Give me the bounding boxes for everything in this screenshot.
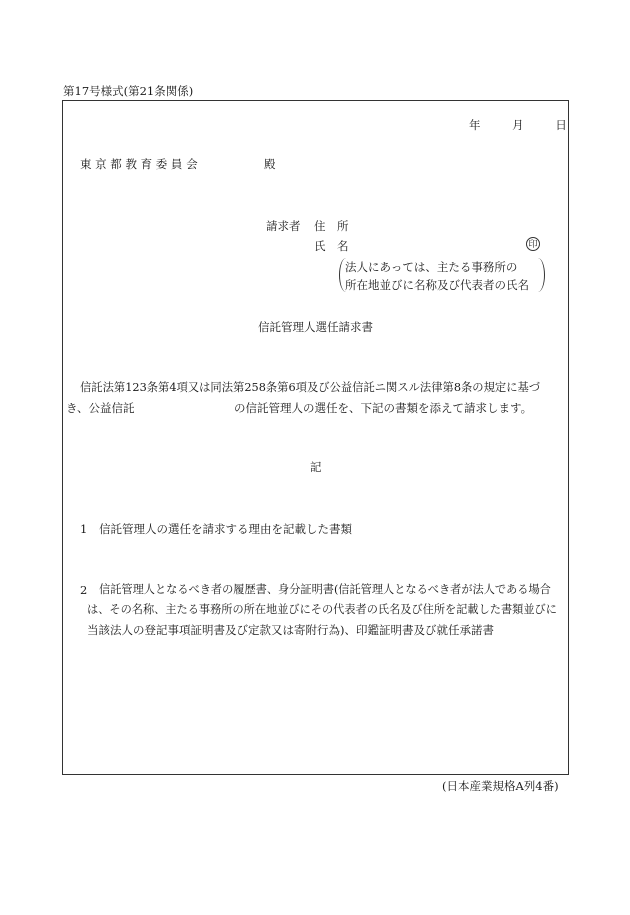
corporation-note-line-2: 所在地並びに名称及び代表者の氏名 [345, 278, 529, 292]
item-2-text-line-3: 当該法人の登記事項証明書及び定款又は寄附行為)、印鑑証明書及び就任承諾書 [87, 623, 494, 637]
date-day-label: 日 [555, 118, 567, 132]
date-month-label: 月 [512, 118, 524, 132]
body-line-2-end: の信託管理人の選任を、下記の書類を添えて請求します。 [234, 401, 533, 415]
body-line-1: 信託法第123条第4項又は同法第258条第6項及び公益信託ニ関スル法律第8条の規定に基づ [80, 381, 541, 394]
item-1-number: 1 [80, 522, 88, 536]
corporation-note-line-1: 法人にあっては、主たる事務所の [345, 260, 518, 274]
paper-size-note: (日本産業規格A列4番) [442, 779, 559, 793]
item-2-text-line-2: は、その名称、主たる事務所の所在地並びにその代表者の氏名及び住所を記載した書類並びに [87, 603, 557, 616]
item-1-text: 信託管理人の選任を請求する理由を記載した書類 [99, 522, 352, 536]
address-label: 住 所 [314, 219, 349, 233]
addressee-name: 東 京 都 教 育 委 員 会 [80, 157, 198, 171]
ki-heading: 記 [310, 460, 322, 474]
item-2-number: 2 [80, 583, 88, 597]
document-title: 信託管理人選任請求書 [258, 320, 373, 334]
seal-mark: 印 [526, 237, 540, 251]
addressee-honorific: 殿 [264, 157, 276, 171]
body-line-2-start: き、公益信託 [66, 401, 135, 415]
requester-label: 請求者 [266, 219, 301, 233]
date-line [469, 118, 567, 132]
form-frame [62, 100, 569, 775]
item-2-text-line-1: 信託管理人となるべき者の履歴書、身分証明書(信託管理人となるべき者が法人である場合 [99, 583, 551, 596]
name-label: 氏 名 [314, 239, 349, 253]
date-year-label: 年 [469, 118, 481, 132]
form-number: 第17号様式(第21条関係) [63, 84, 194, 98]
